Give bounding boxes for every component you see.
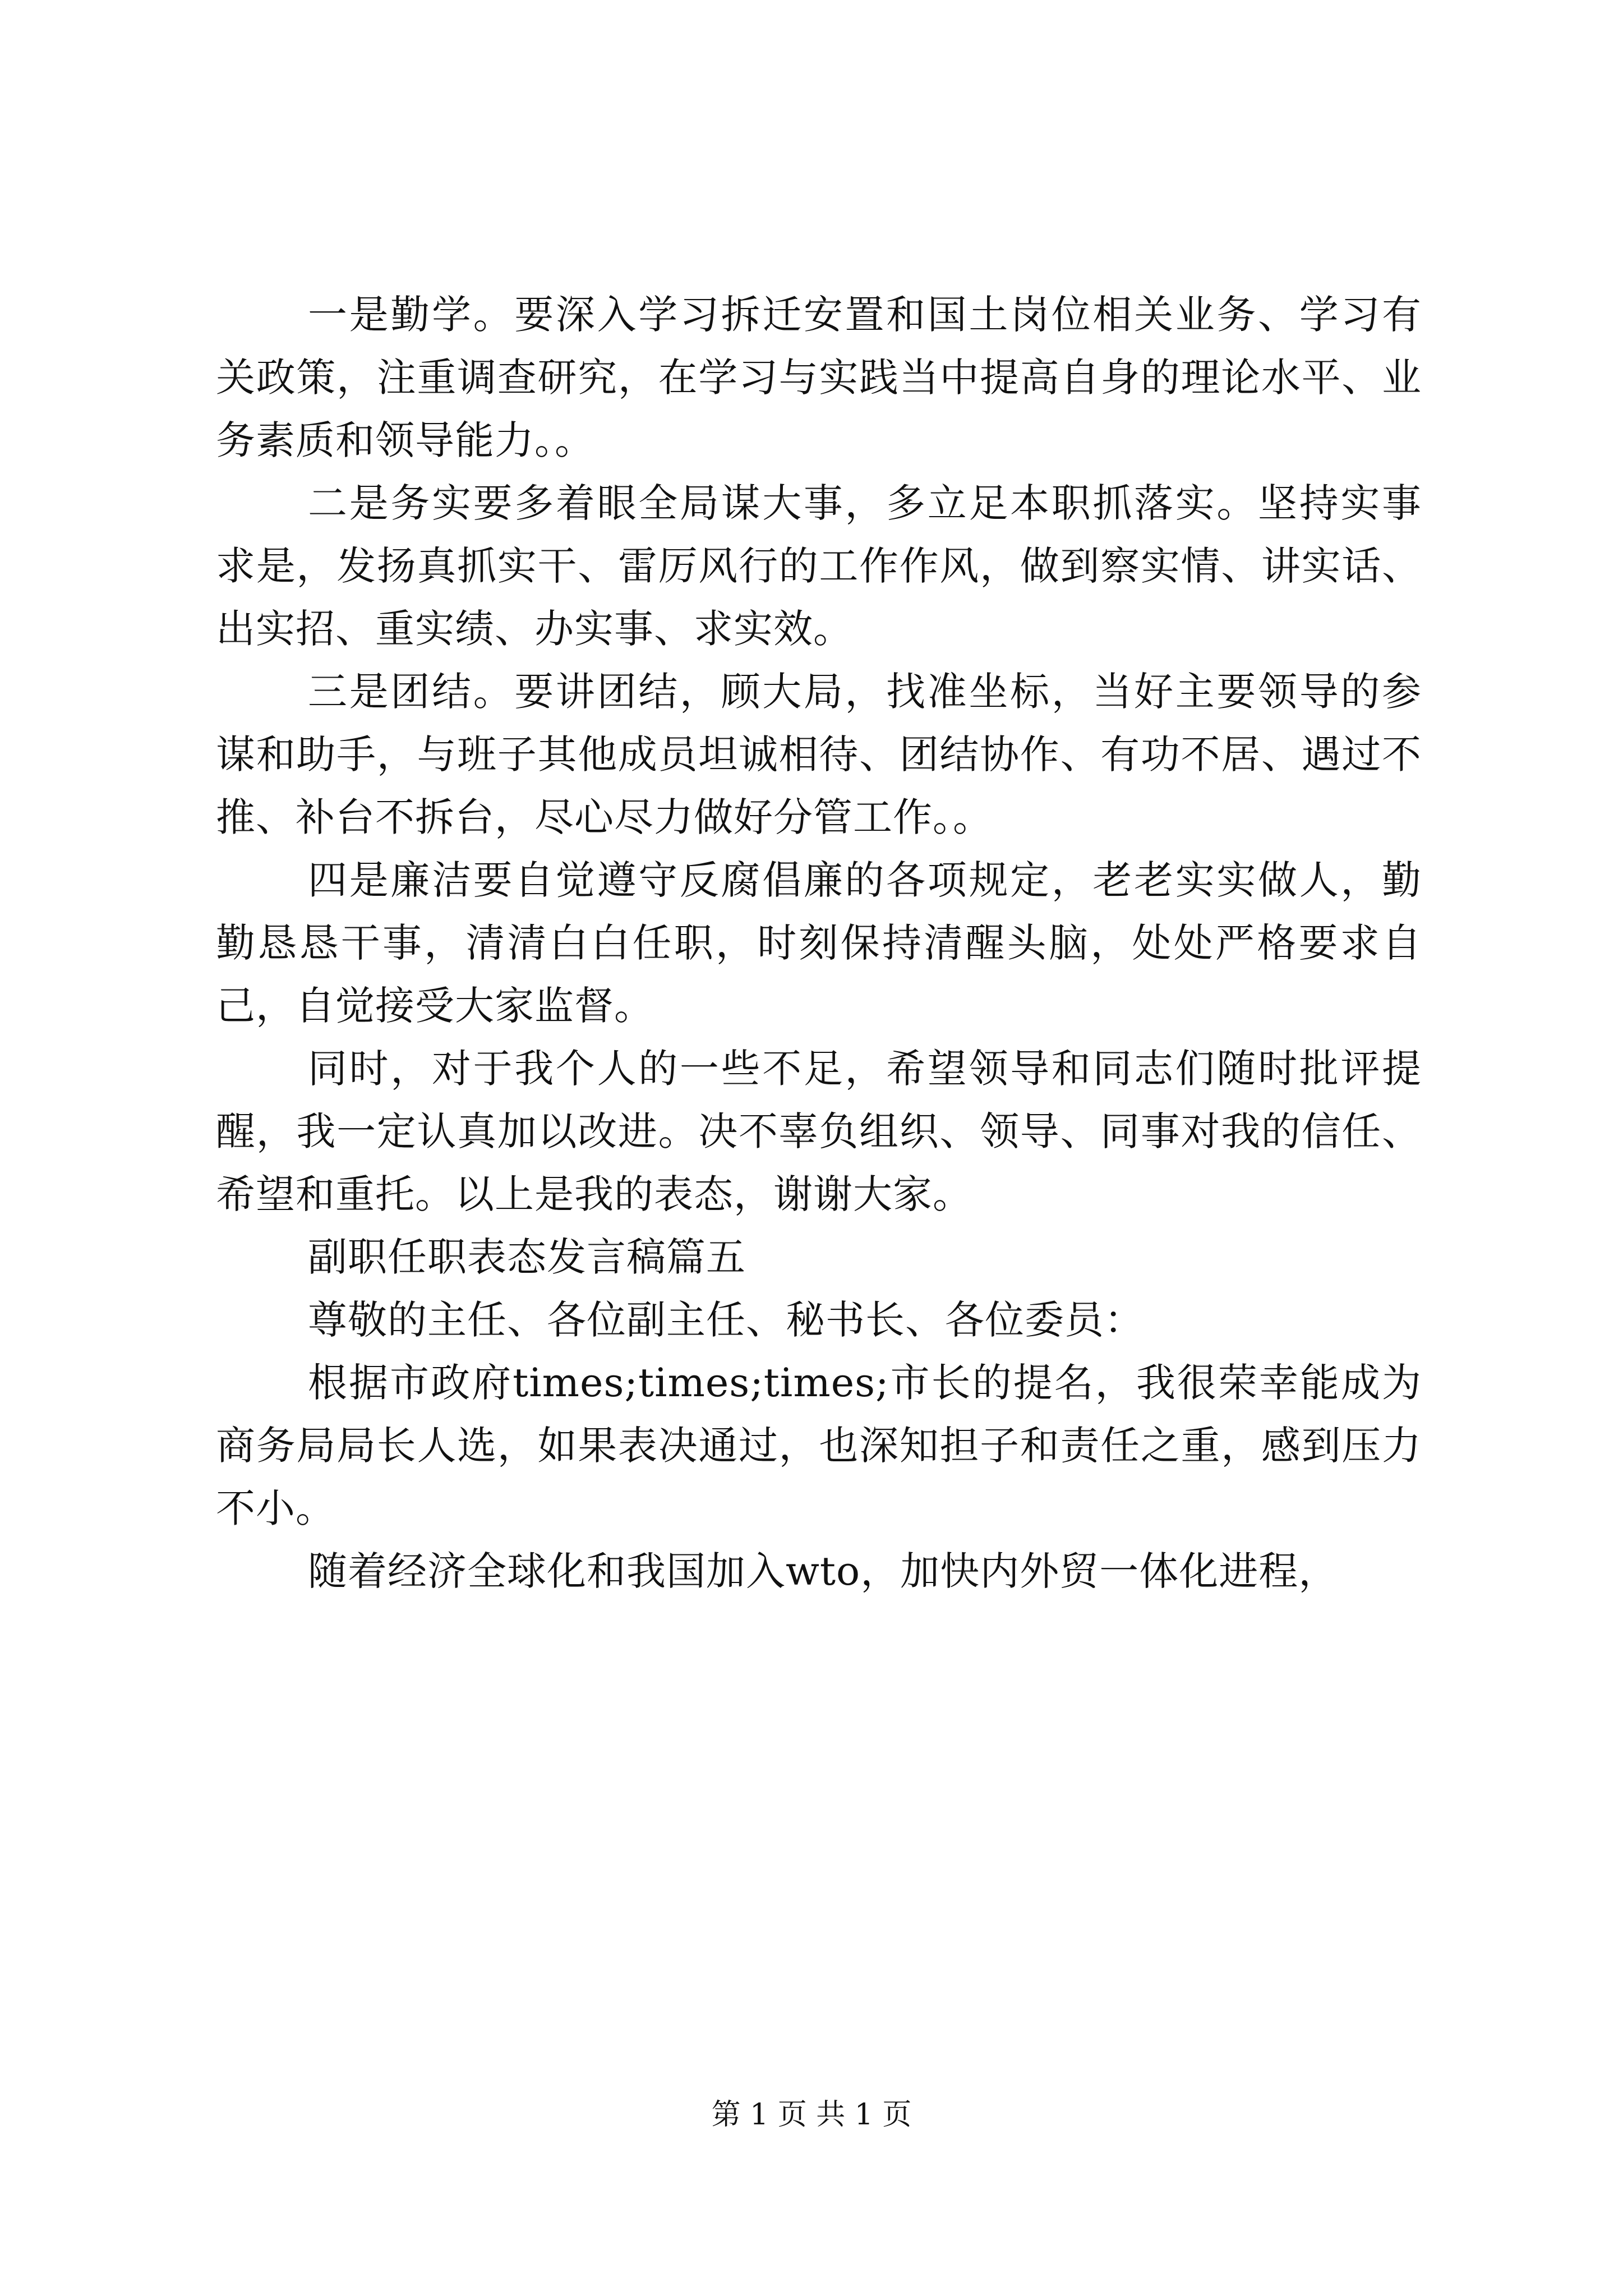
paragraph-diligent-study: 一是勤学。要深入学习拆迁安置和国土岗位相关业务、学习有关政策，注重调查研究，在学习与实践当中提高自身的理论水平、业务素质和领导能力。。	[216, 292, 1422, 463]
paragraph-globalization: 随着经济全球化和我国加入wto，加快内外贸一体化进程，	[308, 1548, 1339, 1594]
document-body	[216, 283, 1422, 1603]
paragraph-practical: 二是务实要多着眼全局谋大事，多立足本职抓落实。坚持实事求是，发扬真抓实干、雷厉风行的工作作风，做到察实情、讲实话、出实招、重实绩、办实事、求实效。	[216, 480, 1422, 652]
page-number-footer: 第 1 页 共 1 页	[711, 2098, 912, 2132]
paragraph-closing: 同时，对于我个人的一些不足，希望领导和同志们随时批评提醒，我一定认真加以改进。决不辜负组织、领导、同事对我的信任、希望和重托。以上是我的表态，谢谢大家。	[216, 1046, 1422, 1217]
paragraph-integrity: 四是廉洁要自觉遵守反腐倡廉的各项规定，老老实实做人，勤勤恳恳干事，清清白白任职，时刻保持清醒头脑，处处严格要求自己，自觉接受大家监督。	[216, 857, 1422, 1029]
section-heading: 副职任职表态发言稿篇五	[308, 1234, 746, 1280]
paragraph-nomination: 根据市政府times;times;times;市长的提名，我很荣幸能成为商务局局长人选，如果表决通过，也深知担子和责任之重，感到压力不小。	[216, 1360, 1422, 1531]
paragraph-unity: 三是团结。要讲团结，顾大局，找准坐标，当好主要领导的参谋和助手，与班子其他成员坦诚相待、团结协作、有功不居、遇过不推、补台不拆台，尽心尽力做好分管工作。。	[216, 669, 1422, 840]
salutation: 尊敬的主任、各位副主任、秘书长、各位委员：	[308, 1297, 1144, 1343]
